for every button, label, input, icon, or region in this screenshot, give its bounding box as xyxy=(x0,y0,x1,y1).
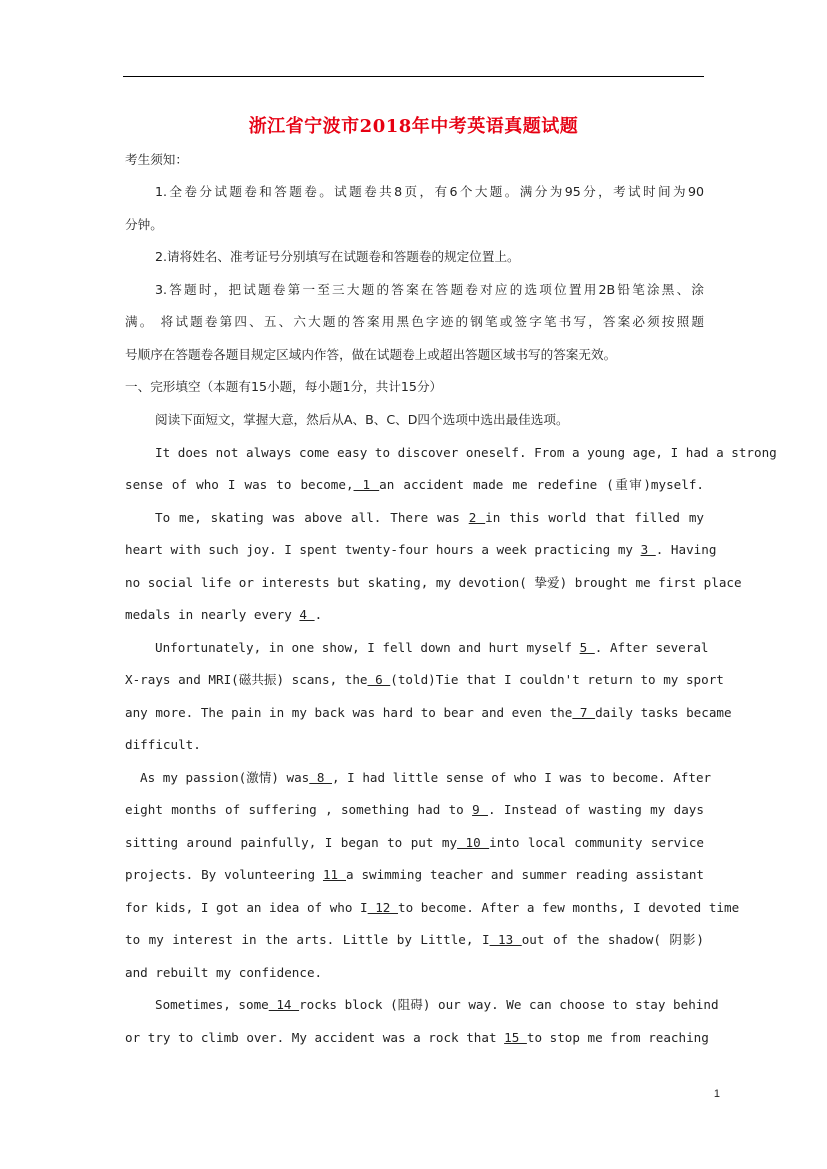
blank-8: 8 xyxy=(309,770,332,785)
notice-1: 1.全卷分试题卷和答题卷。试题卷共8页，有6个大题。满分为95分，考试时间为90 xyxy=(155,184,704,199)
blank-15: 15 xyxy=(504,1030,527,1045)
blank-4: 4 xyxy=(299,607,315,622)
section-heading: 一、完形填空（本题有15小题，每小题1分，共计15分） xyxy=(125,379,443,394)
header-rule xyxy=(123,76,704,77)
blank-1: 1 xyxy=(353,477,380,492)
blank-3: 3 xyxy=(640,542,656,557)
page-title: 浙江省宁波市2018年中考英语真题试题 xyxy=(248,116,579,137)
notice-2: 2.请将姓名、准考证号分别填写在试题卷和答题卷的规定位置上。 xyxy=(155,249,520,264)
passage-line: difficult. xyxy=(125,737,201,752)
passage-line: It does not always come easy to discover oneself. From a young age, I had a strong xyxy=(155,445,777,460)
blank-13: 13 xyxy=(489,932,522,947)
passage-line: To me, skating was above all. There was 2 in this world that filled my xyxy=(155,510,704,525)
blank-9: 9 xyxy=(472,802,488,817)
instruction: 阅读下面短文，掌握大意，然后从A、B、C、D四个选项中选出最佳选项。 xyxy=(155,412,569,427)
passage-line: and rebuilt my confidence. xyxy=(125,965,323,980)
blank-11: 11 xyxy=(322,867,346,882)
blank-2: 2 xyxy=(468,510,486,525)
passage-line: X-rays and MRI(磁共振) scans, the 6 (told)Tie that I couldn't return to my sport xyxy=(125,672,724,687)
passage-line: Unfortunately, in one show, I fell down and hurt myself 5 . After several xyxy=(155,640,709,655)
passage-line: As my passion(激情) was 8 , I had little sense of who I was to become. After xyxy=(140,770,712,785)
passage-line: for kids, I got an idea of who I 12 to become. After a few months, I devoted time xyxy=(125,900,740,915)
passage-line: to my interest in the arts. Little by Little, I 13 out of the shadow( 阴影) xyxy=(125,932,704,947)
notice-heading: 考生须知： xyxy=(125,152,188,167)
notice-3-cont2: 号顺序在答题卷各题目规定区域内作答，做在试题卷上或超出答题区域书写的答案无效。 xyxy=(125,347,617,362)
passage-line: no social life or interests but skating, my devotion( 挚爱) brought me first place xyxy=(125,575,742,590)
passage-line: sense of who I was to become, 1 an accident made me redefine (重审)myself. xyxy=(125,477,705,492)
passage-line: any more. The pain in my back was hard to bear and even the 7 daily tasks became xyxy=(125,705,732,720)
passage-line: Sometimes, some 14 rocks block (阻碍) our way. We can choose to stay behind xyxy=(155,997,719,1012)
blank-7: 7 xyxy=(572,705,596,720)
passage-line: heart with such joy. I spent twenty-four hours a week practicing my 3 . Having xyxy=(125,542,717,557)
blank-5: 5 xyxy=(579,640,595,655)
notice-1-cont: 分钟。 xyxy=(125,217,163,232)
passage-line: medals in nearly every 4 . xyxy=(125,607,323,622)
notice-3: 3.答题时，把试题卷第一至三大题的答案在答题卷对应的选项位置用2B铅笔涂黑、涂 xyxy=(155,282,704,297)
blank-12: 12 xyxy=(367,900,398,915)
notice-3-cont: 满。 将试题卷第四、五、六大题的答案用黑色字迹的钢笔或签字笔书写，答案必须按照题 xyxy=(125,314,704,329)
passage-line: projects. By volunteering 11 a swimming teacher and summer reading assistant xyxy=(125,867,704,882)
blank-10: 10 xyxy=(457,835,490,850)
passage-line: sitting around painfully, I began to put my 10 into local community service xyxy=(125,835,704,850)
passage-line: or try to climb over. My accident was a rock that 15 to stop me from reaching xyxy=(125,1030,709,1045)
page-number: 1 xyxy=(713,1088,720,1100)
passage-line: eight months of suffering , something had to 9 . Instead of wasting my days xyxy=(125,802,704,817)
blank-14: 14 xyxy=(268,997,300,1012)
blank-6: 6 xyxy=(367,672,391,687)
